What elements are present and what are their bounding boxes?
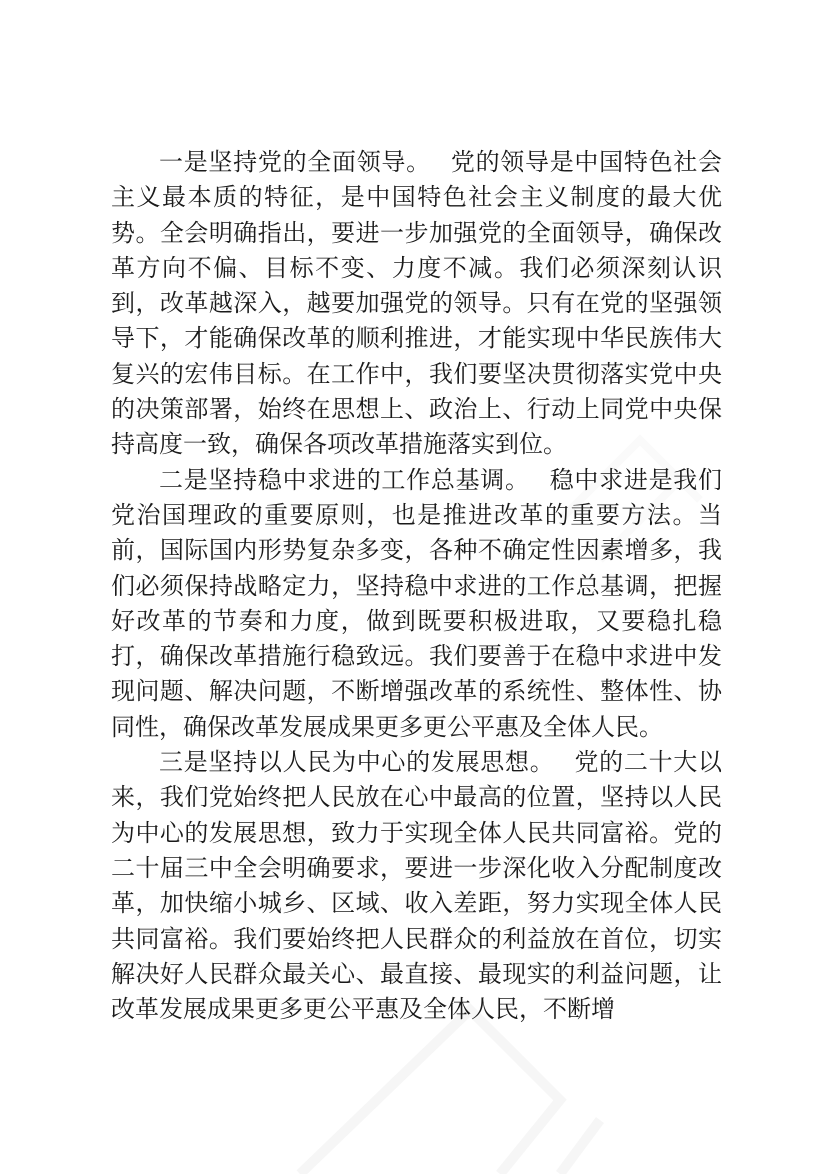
- paragraph-2: [111, 463, 722, 745]
- paragraph-text: 党的二十大以来，我们党始终把人民放在心中最高的位置，坚持以人民为中心的发展思想，致力于实现全体人民共同富裕。党的二十届三中全会明确要求，要进一步深化收入分配制度改革，加快缩小城乡、区域、收入差距，努力实现全体人民共同富裕。我们要始终把人民群众的利益放在首位，切实解决好人民群众最关心、最直接、最现实的利益问题，让改革发展成果更多更公平惠及全体人民，不断增: [111, 748, 723, 1024]
- paragraph-text: 稳中求进是我们党治国理政的重要原则，也是推进改革的重要方法。当前，国际国内形势复杂多变，各种不确定性因素增多，我们必须保持战略定力，坚持稳中求进的工作总基调，把握好改革的节奏和力度，做到既要积极进取，又要稳扎稳打，确保改革措施行稳致远。我们要善于在稳中求进中发现问题、解决问题，不断增强改革的系统性、整体性、协同性，确保改革发展成果更多更公平惠及全体人民。: [111, 465, 723, 741]
- paragraph-1: [111, 145, 722, 463]
- document-body: [111, 145, 722, 1027]
- paragraph-heading: 二是坚持稳中求进的工作总基调。: [159, 465, 530, 494]
- paragraph-heading: 一是坚持党的全面领导。: [159, 148, 431, 176]
- paragraph-heading: 三是坚持以人民为中心的发展思想。: [159, 748, 555, 777]
- paragraph-text: 党的领导是中国特色社会主义最本质的特征，是中国特色社会主义制度的最大优势。全会明确指出，要进一步加强党的全面领导，确保改革方向不偏、目标不变、力度不减。我们必须深刻认识到，改革越深入，越要加强党的领导。只有在党的坚强领导下，才能确保改革的顺利推进，才能实现中华民族伟大复兴的宏伟目标。在工作中，我们要坚决贯彻落实党中央的决策部署，始终在思想上、政治上、行动上同党中央保持高度一致，确保各项改革措施落实到位。: [111, 148, 723, 459]
- paragraph-3: [111, 745, 722, 1027]
